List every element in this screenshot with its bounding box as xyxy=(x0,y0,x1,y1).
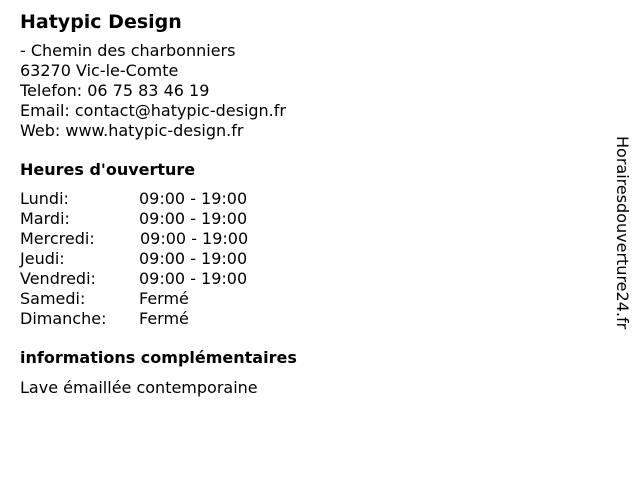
hours-row-thursday xyxy=(20,249,580,269)
hours-day-label: Vendredi: xyxy=(20,269,96,288)
hours-day-label: Samedi: xyxy=(20,289,86,308)
info-text: Lave émaillée contemporaine xyxy=(20,378,258,397)
email-line: Email: contact@hatypic-design.fr xyxy=(20,101,286,120)
business-name: Hatypic Design xyxy=(20,11,182,33)
hours-title: Heures d'ouverture xyxy=(20,160,196,179)
hours-row-tuesday xyxy=(20,209,580,229)
hours-time-value: Fermé xyxy=(139,309,189,328)
address-line-1: - Chemin des charbonniers xyxy=(20,41,236,60)
web-line: Web: www.hatypic-design.fr xyxy=(20,121,244,140)
address-line-2: 63270 Vic-le-Comte xyxy=(20,61,179,80)
hours-time-value: 09:00 - 19:00 xyxy=(139,209,248,228)
hours-row-monday xyxy=(20,189,580,209)
hours-time-value: 09:00 - 19:00 xyxy=(139,189,248,208)
business-card xyxy=(20,9,580,398)
hours-day-label: Mercredi: xyxy=(20,229,95,248)
brand-watermark: Horairesdouverture24.fr xyxy=(613,136,632,330)
hours-time-value: 09:00 - 19:00 xyxy=(140,229,249,248)
hours-time-value: 09:00 - 19:00 xyxy=(139,249,248,268)
hours-table xyxy=(20,189,580,329)
hours-day-label: Mardi: xyxy=(20,209,70,228)
hours-day-label: Lundi: xyxy=(20,189,69,208)
hours-row-friday xyxy=(20,269,580,289)
hours-row-wednesday xyxy=(20,229,580,249)
hours-day-label: Jeudi: xyxy=(20,249,65,268)
info-title: informations complémentaires xyxy=(20,348,297,367)
phone-line: Telefon: 06 75 83 46 19 xyxy=(20,81,210,100)
hours-time-value: 09:00 - 19:00 xyxy=(139,269,248,288)
hours-row-sunday xyxy=(20,309,580,329)
hours-day-label: Dimanche: xyxy=(20,309,107,328)
hours-row-saturday xyxy=(20,289,580,309)
hours-time-value: Fermé xyxy=(139,289,189,308)
